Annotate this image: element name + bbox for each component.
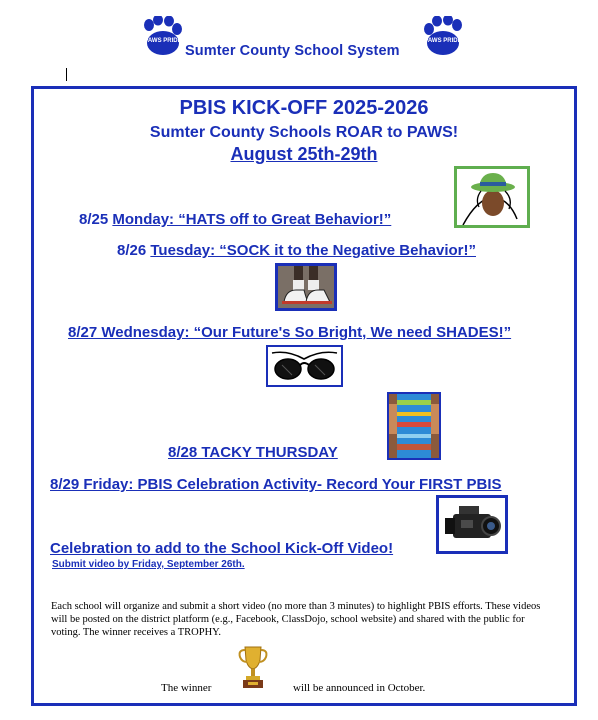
day-friday-line1: 8/29 Friday: PBIS Celebration Activity- Record Your FIRST PBIS (50, 476, 502, 493)
svg-text:PAWS PRIDE: PAWS PRIDE (424, 38, 462, 44)
flyer-dates: August 25th-29th (230, 144, 378, 164)
instructions-paragraph: Each school will organize and submit a short video (no more than 3 minutes) to highlight PBIS efforts. These videos will be posted on the district platform (e.g., Facebook, ClassDojo, school website) and shared with the public for voting. The winner receives a TROPHY. (51, 601, 541, 639)
header (0, 16, 598, 62)
paw-icon (141, 16, 183, 56)
tacky-outfit-photo (387, 392, 441, 460)
announcement-text: will be announced in October. (293, 682, 426, 694)
trophy-icon (236, 644, 270, 690)
paw-icon (423, 16, 465, 56)
day-tuesday: 8/26 Tuesday: “SOCK it to the Negative Behavior!” (117, 242, 476, 259)
flyer-subtitle: Sumter County Schools ROAR to PAWS! (149, 124, 459, 141)
org-name: Sumter County School System (185, 43, 400, 59)
sunglasses-clipart (266, 345, 343, 387)
submit-note: Submit video by Friday, September 26th. (52, 559, 245, 570)
winner-text: The winner (161, 682, 212, 694)
svg-text:PAWS PRIDE: PAWS PRIDE (144, 38, 182, 44)
video-camera-photo (436, 495, 508, 554)
day-wednesday: 8/27 Wednesday: “Our Future's So Bright, We need SHADES!” (68, 324, 512, 341)
text-cursor (66, 68, 67, 81)
flyer-title: PBIS KICK-OFF 2025-2026 (179, 97, 429, 119)
flyer-frame (31, 86, 577, 706)
sneakers-photo (275, 263, 337, 311)
hat-clipart (454, 166, 530, 228)
day-friday-line2: Celebration to add to the School Kick-Off Video! (50, 540, 394, 557)
day-thursday: 8/28 TACKY THURSDAY (168, 444, 338, 461)
day-monday: 8/25 Monday: “HATS off to Great Behavior!” (79, 211, 392, 228)
